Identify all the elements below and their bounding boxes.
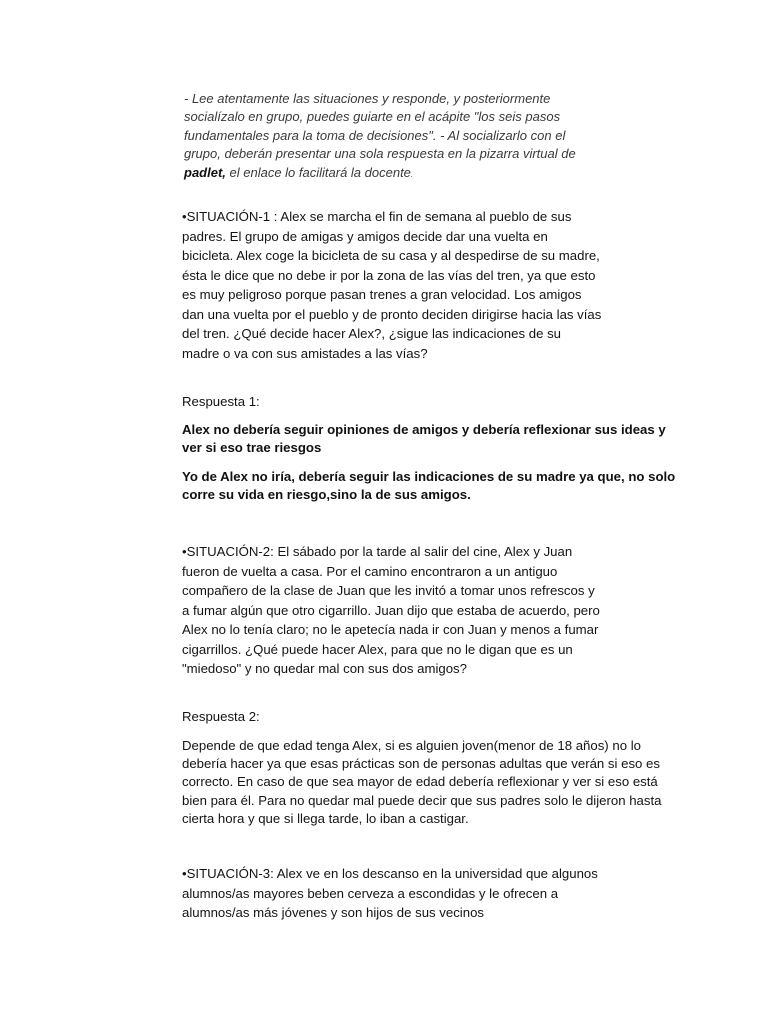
situation-3-lead: •SITUACIÓN-3:: [182, 866, 277, 881]
padlet-highlight: padlet,: [184, 164, 226, 180]
situation-2-text: El sábado por la tarde al salir del cine, Alex y Juan fueron de vuelta a casa. Por el camino encontraron a un antiguo compañero de la clase de Juan que les invitó a tomar unos refrescos y a fumar algún que otro cigarrillo. Juan dijo que estaba de acuerdo, pero Alex no lo tenía claro; no le apetecía nada ir con Juan y menos a fumar cigarrillos. ¿Qué puede hacer Alex, para que no le digan que es un "miedoso" y no quedar mal con sus dos amigos?: [182, 544, 600, 676]
instructions-paragraph: [184, 90, 584, 184]
situation-2: [182, 542, 602, 679]
instructions-text-end: el enlace lo facilitará la docente: [225, 164, 411, 180]
situation-3: [182, 864, 602, 923]
instructions-text: - Lee atentamente las situaciones y responde, y posteriormente socialízalo en grupo, puedes guiarte en el acápite "los seis pasos fundamentales para la toma de decisiones". - Al socializarlo con el grupo, deberán presentar una sola respuesta en la pizarra virtual de: [184, 91, 576, 162]
situation-2-lead: •SITUACIÓN-2:: [182, 544, 278, 559]
response-1-answer-1: Alex no debería seguir opiniones de amigos y debería reflexionar sus ideas y ver si eso trae riesgos: [182, 422, 666, 455]
situation-3-text: Alex ve en los descanso en la universidad que algunos alumnos/as mayores beben cerveza a escondidas y le ofrecen a alumnos/as más jóvenes y son hijos de sus vecinos: [182, 866, 598, 920]
response-1-label: Respuesta 1:: [182, 394, 260, 409]
instructions-period: .: [410, 169, 414, 179]
response-1-answer-2: Yo de Alex no iría, debería seguir las indicaciones de su madre ya que, no solo corre su vida en riesgo,sino la de sus amigos.: [182, 469, 676, 502]
situation-1: [182, 207, 602, 363]
situation-1-text: Alex se marcha el fin de semana al pueblo de sus padres. El grupo de amigas y amigos decide dar una vuelta en bicicleta. Alex coge la bicicleta de su casa y al despedirse de su madre, ésta le dice que no debe ir por la zona de las vías del tren, ya que esto es muy peligroso porque pasan trenes a gran velocidad. Los amigos dan una vuelta por el pueblo y de pronto deciden dirigirse hacia las vías del tren. ¿Qué decide hacer Alex?, ¿sigue las indicaciones de su madre o va con sus amistades a las vías?: [182, 209, 602, 361]
situation-1-lead: •SITUACIÓN-1 :: [182, 209, 281, 224]
response-2-label: Respuesta 2:: [182, 709, 260, 724]
response-2-answer: Depende de que edad tenga Alex, si es alguien joven(menor de 18 años) no lo debería hacer ya que esas prácticas son de personas adultas que verán si eso es correcto. En caso de que sea mayor de edad debería reflexionar y ver si eso está bien para él. Para no quedar mal puede decir que sus padres solo le dijeron hasta cierta hora y que si llega tarde, lo iban a castigar.: [182, 738, 662, 826]
